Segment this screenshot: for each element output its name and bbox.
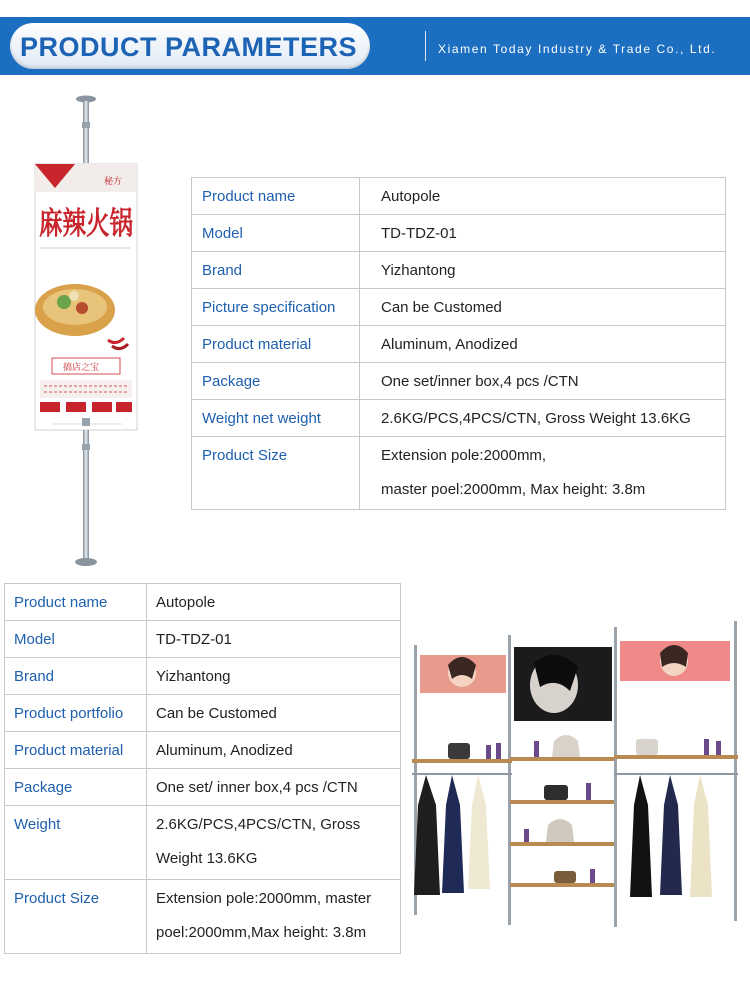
table-row <box>192 400 726 437</box>
row-value: Autopole <box>147 584 401 621</box>
table-row <box>192 437 726 510</box>
row-value: Can be Customed <box>360 289 726 326</box>
row-label: Picture specification <box>192 289 360 326</box>
table-row <box>5 695 401 732</box>
table-row <box>192 178 726 215</box>
row-value <box>147 806 401 880</box>
header-banner <box>0 17 750 75</box>
row-label: Model <box>192 215 360 252</box>
shelf-display-image <box>404 615 750 937</box>
value-line-1: Extension pole:2000mm, <box>381 447 547 464</box>
svg-text:秘方: 秘方 <box>104 177 123 187</box>
row-value: One set/ inner box,4 pcs /CTN <box>147 769 401 806</box>
row-label: Product Size <box>5 880 147 954</box>
row-label: Product material <box>5 732 147 769</box>
row-label: Package <box>5 769 147 806</box>
value-line-1: 2.6KG/PCS,4PCS/CTN, Gross <box>156 816 361 833</box>
table-row <box>5 621 401 658</box>
row-value: Yizhantong <box>147 658 401 695</box>
row-label: Product material <box>192 326 360 363</box>
table-row <box>192 252 726 289</box>
pole-poster-image <box>30 92 142 572</box>
row-label: Package <box>192 363 360 400</box>
row-value: 2.6KG/PCS,4PCS/CTN, Gross Weight 13.6KG <box>360 400 726 437</box>
table-row <box>5 584 401 621</box>
row-value: Aluminum, Anodized <box>147 732 401 769</box>
table-row <box>192 215 726 252</box>
header-divider <box>425 31 426 61</box>
row-value <box>360 437 726 510</box>
row-value: Aluminum, Anodized <box>360 326 726 363</box>
row-label: Product portfolio <box>5 695 147 732</box>
parameters-table-2 <box>4 583 401 954</box>
row-label: Product name <box>5 584 147 621</box>
value-line-2: Weight 13.6KG <box>156 850 258 867</box>
value-line-2: master poel:2000mm, Max height: 3.8m <box>381 481 646 498</box>
page-title: PRODUCT PARAMETERS <box>20 32 358 62</box>
table-row <box>5 880 401 954</box>
table-row <box>192 326 726 363</box>
value-line-2: poel:2000mm,Max height: 3.8m <box>156 924 367 941</box>
row-value <box>147 880 401 954</box>
row-value: Can be Customed <box>147 695 401 732</box>
row-label: Model <box>5 621 147 658</box>
row-value: Yizhantong <box>360 252 726 289</box>
poster-tag: 搞店之宝 <box>63 363 100 373</box>
row-value: Autopole <box>360 178 726 215</box>
poster-headline: 麻辣火锅 <box>39 206 133 242</box>
table-row <box>192 289 726 326</box>
row-value: TD-TDZ-01 <box>147 621 401 658</box>
parameters-table-1 <box>191 177 726 510</box>
row-label: Product Size <box>192 437 360 510</box>
row-value: TD-TDZ-01 <box>360 215 726 252</box>
row-label: Brand <box>192 252 360 289</box>
row-label: Weight <box>5 806 147 880</box>
value-line-1: Extension pole:2000mm, master <box>156 890 372 907</box>
row-label: Weight net weight <box>192 400 360 437</box>
table-row <box>5 806 401 880</box>
table-row <box>192 363 726 400</box>
table-row <box>5 658 401 695</box>
row-label: Brand <box>5 658 147 695</box>
company-name: Xiamen Today Industry & Trade Co., Ltd. <box>438 42 717 56</box>
table-row <box>5 732 401 769</box>
row-value: One set/inner box,4 pcs /CTN <box>360 363 726 400</box>
row-label: Product name <box>192 178 360 215</box>
table-row <box>5 769 401 806</box>
